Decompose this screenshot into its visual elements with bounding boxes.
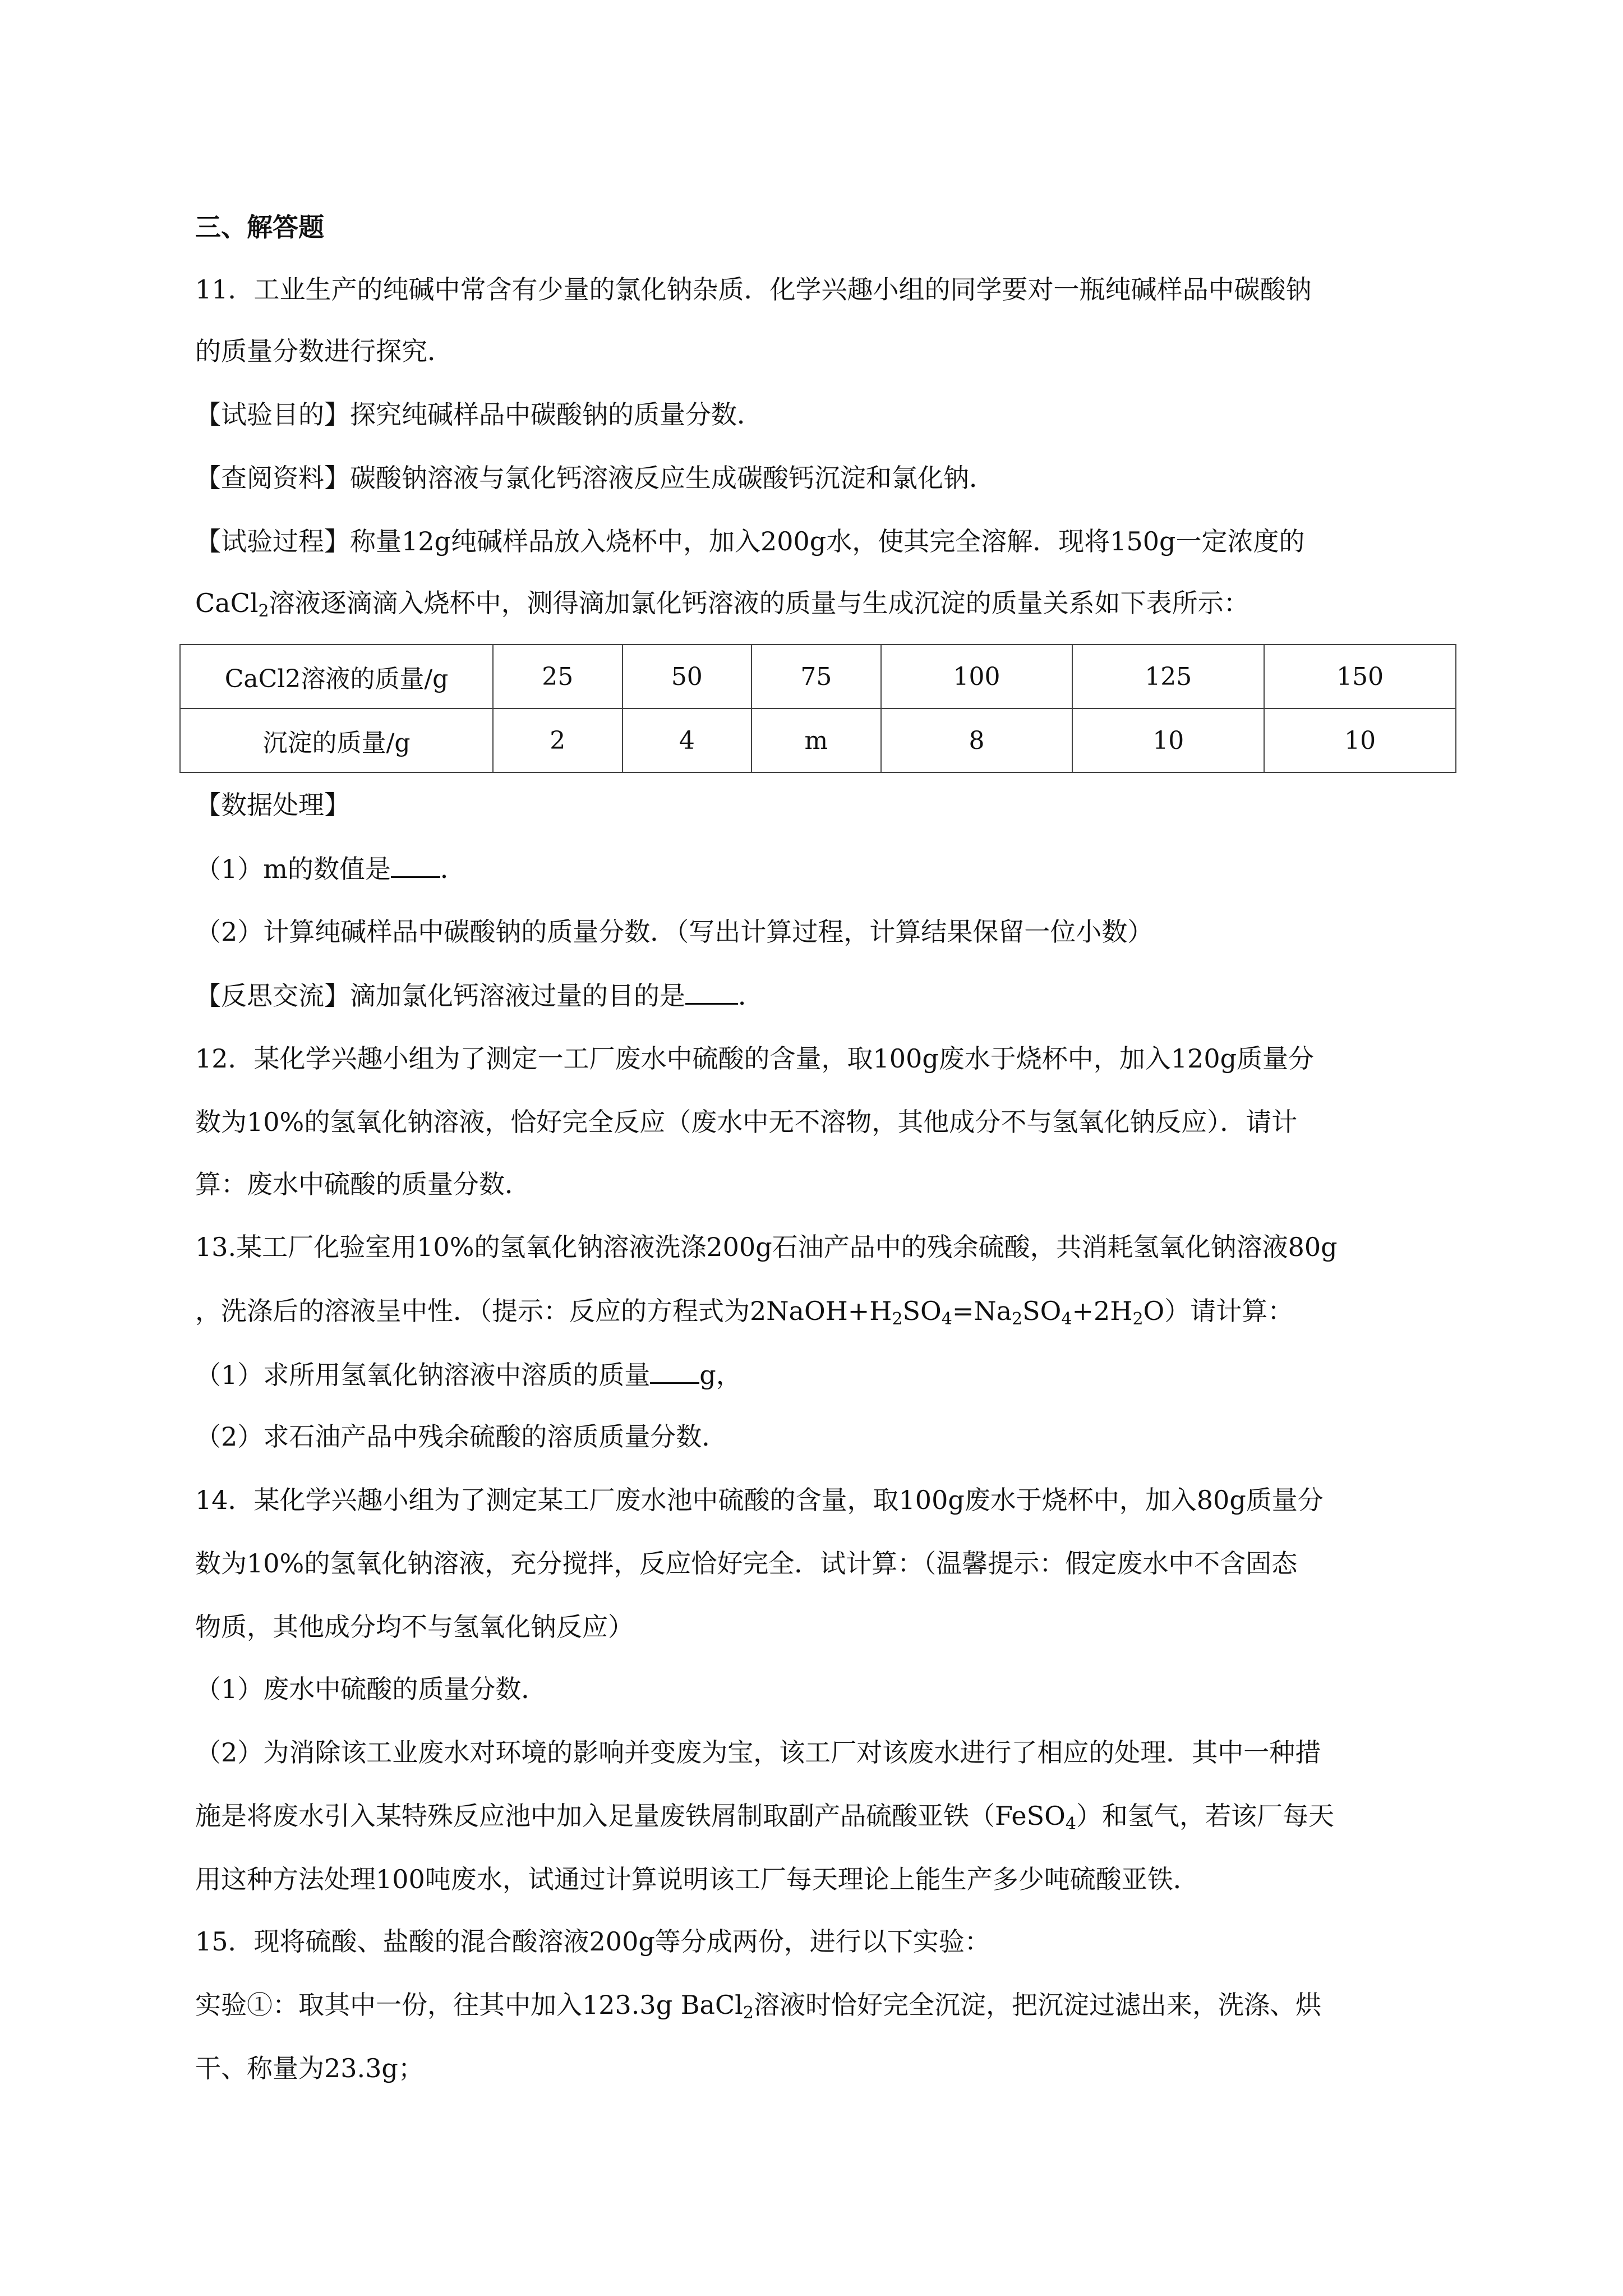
answer-blank: [685, 978, 738, 1005]
q13-text: O）请计算：: [1143, 1296, 1294, 1326]
table-row: [180, 645, 1456, 708]
q14-text: 施是将废水引入某特殊反应池中加入足量废铁屑制取副产品硫酸亚铁（FeSO: [195, 1801, 1066, 1831]
q13-line-2: [195, 1294, 1293, 1328]
table-cell: 100: [881, 645, 1073, 708]
reflect-text: 【反思交流】滴加氯化钙溶液过量的目的是: [195, 981, 685, 1011]
q14-sub-2-line-1: （2）为消除该工业废水对环境的影响并变废为宝，该工厂对该废水进行了相应的处理．其中一种措: [195, 1737, 1321, 1768]
formula-subscript: 4: [1065, 1814, 1076, 1834]
table-cell: m: [751, 708, 881, 772]
formula-subscript: 2: [258, 601, 269, 621]
table-cell: 125: [1072, 645, 1264, 708]
q14-line-1: 14．某化学兴趣小组为了测定某工厂废水池中硫酸的含量，取100g废水于烧杯中，加入80g质量分: [195, 1485, 1324, 1515]
sub-1-end: ．: [440, 854, 466, 884]
table-row: [180, 708, 1456, 772]
table-cell: 150: [1264, 645, 1456, 708]
formula-subscript: 2: [743, 2003, 754, 2023]
q14-line-2: 数为10%的氢氧化钠溶液，充分搅拌，反应恰好完全．试计算：（温馨提示：假定废水中不含固态: [195, 1548, 1298, 1579]
q11-process-line-2: [195, 586, 1249, 620]
q11-reference: 【查阅资料】碳酸钠溶液与氯化钙溶液反应生成碳酸钙沉淀和氯化钠．: [195, 463, 995, 493]
q11-sub-1: [195, 852, 466, 886]
table-cell: 4: [623, 708, 752, 772]
q11-reflect: [195, 978, 764, 1013]
table-cell: 2: [493, 708, 623, 772]
q11-line-1: 11．工业生产的纯碱中常含有少量的氯化钠杂质．化学兴趣小组的同学要对一瓶纯碱样品中碳酸钠: [195, 274, 1312, 305]
sub-1-text: （1）求所用氢氧化钠溶液中溶质的质量: [195, 1360, 651, 1390]
table-cell: 10: [1072, 708, 1264, 772]
q15-exp-1-line-2: 干、称量为23.3g；: [195, 2053, 424, 2083]
q11-data-heading: 【数据处理】: [195, 790, 350, 820]
q11-purpose: 【试验目的】探究纯碱样品中碳酸钠的质量分数．: [195, 399, 763, 430]
q11-line-2: 的质量分数进行探究．: [195, 336, 453, 366]
q11-sub-2: （2）计算纯碱样品中碳酸钠的质量分数．（写出计算过程，计算结果保留一位小数）: [195, 917, 1154, 947]
formula-subscript: 2: [1012, 1309, 1023, 1329]
formula-subscript: 2: [1132, 1309, 1144, 1329]
q13-sub-2: （2）求石油产品中残余硫酸的溶质质量分数．: [195, 1421, 728, 1452]
formula-cacl: CaCl: [195, 588, 259, 618]
q13-text: SO: [1022, 1296, 1062, 1326]
q12-line-1: 12．某化学兴趣小组为了测定一工厂废水中硫酸的含量，取100g废水于烧杯中，加入120g质量分: [195, 1043, 1315, 1074]
q14-text: ）和氢气，若该厂每天: [1076, 1801, 1334, 1831]
q14-line-3: 物质，其他成分均不与氢氧化钠反应）: [195, 1612, 634, 1642]
q13-text: +2H: [1072, 1296, 1133, 1326]
reflect-end: ．: [738, 981, 764, 1011]
q13-line-1: 13.某工厂化验室用10%的氢氧化钠溶液洗涤200g石油产品中的残余硫酸，共消耗氢氧化钠溶液80g: [195, 1232, 1338, 1262]
formula-subscript: 4: [1061, 1309, 1072, 1329]
q14-sub-2-line-2: [195, 1799, 1334, 1833]
table-cell: 25: [493, 645, 623, 708]
answer-blank: [650, 1358, 699, 1384]
q15-exp-1-line-1: [195, 1988, 1321, 2022]
data-table: [179, 644, 1456, 773]
answer-blank: [391, 852, 440, 878]
table-row-label: 沉淀的质量/g: [180, 708, 493, 772]
table-row-label: CaCl2溶液的质量/g: [180, 645, 493, 708]
formula-subscript: 4: [941, 1309, 952, 1329]
table-cell: 10: [1264, 708, 1456, 772]
q13-text: SO: [902, 1296, 942, 1326]
table-cell: 75: [751, 645, 881, 708]
sub-1-text: （1）m的数值是: [195, 854, 391, 884]
q14-sub-2-line-3: 用这种方法处理100吨废水，试通过计算说明该工厂每天理论上能生产多少吨硫酸亚铁．: [195, 1864, 1199, 1894]
q15-text: 实验①：取其中一份，往其中加入123.3g BaCl: [195, 1990, 743, 2020]
table-cell: 8: [881, 708, 1073, 772]
formula-subscript: 2: [892, 1309, 903, 1329]
q12-line-3: 算：废水中硫酸的质量分数．: [195, 1169, 531, 1199]
table-cell: 50: [623, 645, 752, 708]
q14-sub-1: （1）废水中硫酸的质量分数．: [195, 1674, 547, 1704]
q12-line-2: 数为10%的氢氧化钠溶液，恰好完全反应（废水中无不溶物，其他成分不与氢氧化钠反应）．请计: [195, 1107, 1298, 1137]
q15-text: 溶液时恰好完全沉淀，把沉淀过滤出来，洗涤、烘: [754, 1990, 1321, 2020]
q13-text: ，洗涤后的溶液呈中性．（提示：反应的方程式为2NaOH+H: [195, 1296, 892, 1326]
sub-1-end: g，: [699, 1360, 742, 1390]
q15-line-1: 15．现将硫酸、盐酸的混合酸溶液200g等分成两份，进行以下实验：: [195, 1926, 990, 1957]
process-text: 溶液逐滴滴入烧杯中，测得滴加氯化钙溶液的质量与生成沉淀的质量关系如下表所示：: [269, 588, 1249, 618]
section-title: 三、解答题: [195, 212, 324, 242]
q13-text: =Na: [952, 1296, 1012, 1326]
q13-sub-1: [195, 1358, 742, 1392]
q11-process-line-1: 【试验过程】称量12g纯碱样品放入烧杯中，加入200g水，使其完全溶解．现将150g一定浓度的: [195, 526, 1305, 556]
